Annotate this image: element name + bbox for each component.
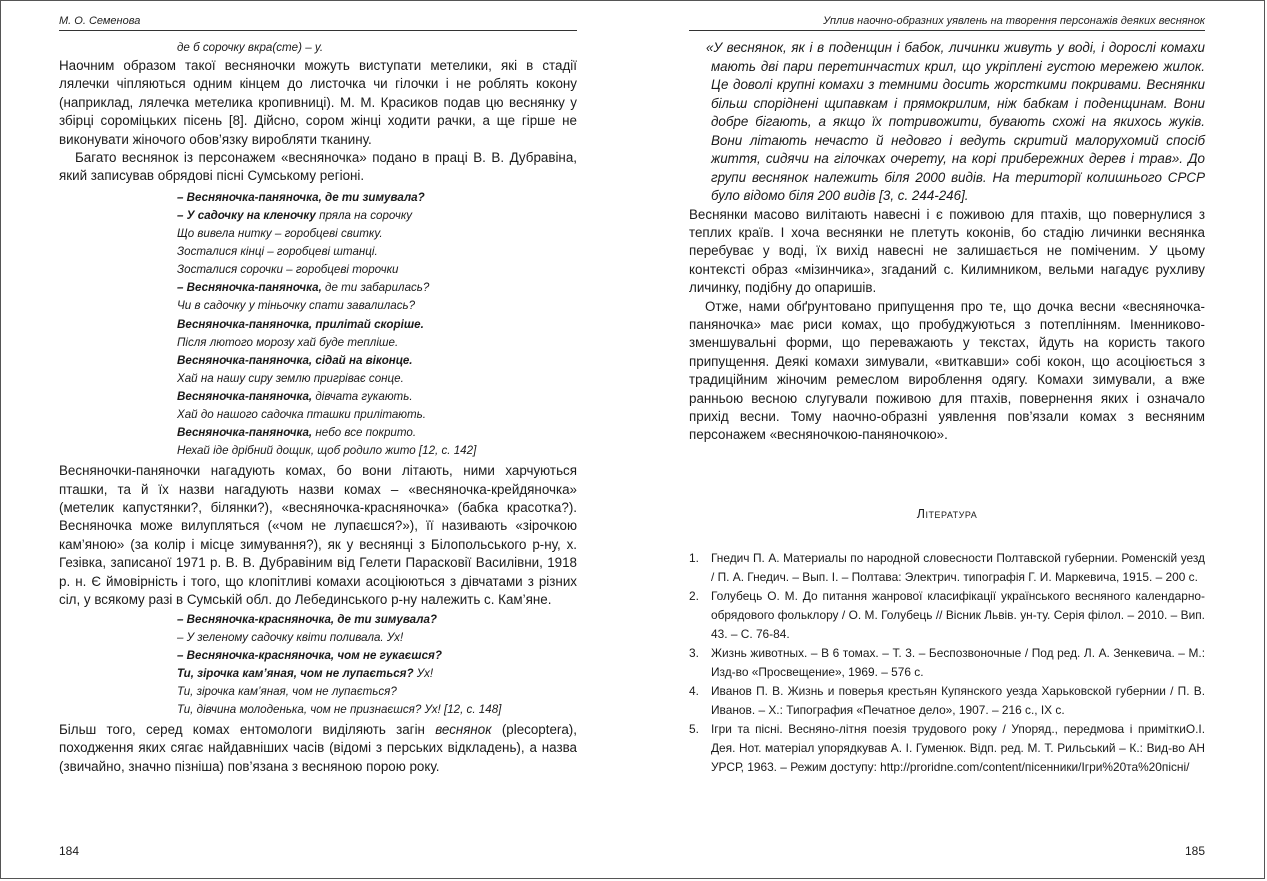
verse-line — [177, 406, 577, 424]
verse-continuation: де б сорочку вкра(сте) – у. — [177, 41, 324, 54]
entry-text: Иванов П. В. Жизнь и поверья крестьян Купянского уезда Харьковской губернии / П. В. Иванов. – Х.: Типография «Печатное дело», 1907. – 216 с., ІХ с. — [711, 683, 1205, 717]
page-number-right: 185 — [1184, 844, 1205, 858]
verse-line — [177, 611, 577, 629]
bibliography-list — [689, 549, 1205, 777]
verse-line-italic: дівчата гукають. — [312, 389, 413, 403]
verse-line — [177, 261, 577, 279]
verse-line-italic: Зосталися сорочки – горобцеві торочки — [177, 263, 399, 277]
verse-line-italic: Що вивела нитку – горобцеві свитку. — [177, 227, 383, 241]
verse-line-bold: – Весняночка-красняночка, чом не гукаєшся? — [177, 648, 442, 662]
verse-line-italic: – У зеленому садочку квіти поливала. Ух! — [177, 630, 404, 644]
verse-line-italic: Хай до нашого садочка пташки прилітають. — [177, 407, 426, 421]
verse-line-bold: Ти, зірочка кам’яная, чом не лупається? — [177, 666, 414, 680]
paragraph: Отже, нами обґрунтовано припущення про те, що дочка весни «весняночка-паняночка» має риси комах, що пробуджуються з потеплінням. Іменниково-зменшувальні форми, що переважають у текстах, йдуть на користь такого припущення. Деякі комахи зимували, «виткавши» собі кокон, що асоціюється з традиційним жіночим ремеслом вироблення одягу. Комахи зимували, а вже ранньою весною слугували поживою для птахів, повернення яких і означало прихід весни. Тому наочно-образні уявлення пов’язали комах з весняним персонажем «весняночкою-паняночкою». — [689, 298, 1205, 443]
bibliography-entry — [689, 549, 1205, 587]
page-number-left: 184 — [59, 844, 80, 858]
verse-line-bold: Весняночка-паняночка, — [177, 426, 313, 440]
verse-line — [177, 442, 577, 460]
verse-line — [177, 297, 577, 315]
bibliography-entry — [689, 587, 1205, 644]
bibliography-entry — [689, 644, 1205, 682]
entry-number: 3. — [689, 645, 699, 660]
paragraph: Весняночки-паняночки нагадують комах, бо вони літають, ними харчуються пташки, та й їх назви нагадують назви комах – «весняночка-крейдяночка» (метелик капустянки?, білянки?), «весняночка-красняночка» (бабка красотка?). Весняночка може вилупляться («чом не лупаєшся?»), її називають «зірочкою кам’яною» (за колір і місце зимування?), як у веснянці з Білопольського р-ну, х. Гезівка, записаної 1971 р. В. В. Дубравіним від Гелети Парасковії Василівни, 1918 р. н. Є ймовірність і того, що клопітливі комахи асоціюються з дівчатами з різних сіл, у всякому разі в Сумській обл. до Лебединського р-ну належить с. Кам’яне. — [59, 463, 577, 608]
entry-number: 5. — [689, 721, 699, 736]
section-heading-literature: Література — [916, 506, 978, 521]
verse-line — [177, 243, 577, 261]
verse-line-italic: де ти забарилась? — [321, 281, 430, 295]
block-quote: «У веснянок, як і в поденщин і бабок, личинки живуть у воді, і дорослі комахи мають дві пари перетинчастих крил, що укріплені густою мережею жилок. Це доволі крупні комахи з темними досить жорсткими покривами. Веснянки більш споріднені щипавкам і прямокрилим, ніж бабкам і поденщинам. Вони добре бігають, а якщо їх потривожити, бувають схожі на якихось жуків. Вони літають нечасто й недовго і ведуть скритий малорухомий спосіб життя, сидячи на гілочках очерету, на корі прибережних дерев і трав». До групи веснянок належить біля 2000 видів. На території колишнього СРСР було відомо біля 200 видів [3, с. 244-246]. — [706, 40, 1205, 203]
paragraph: Наочним образом такої весняночки можуть виступати метелики, які в стадії лялечки чіпляються одним кінцем до листочка чи гілочки і не роблять кокону (наприклад, лялечка метелика кропивниці). М. М. Красиков подав цю веснянку у збірці сороміцьких пісень [8]. Дійсно, сором жінці ходити рачки, а ще гірше не виконувати жіночого обов’язку виробляти тканину. — [59, 58, 577, 147]
verse-line — [177, 701, 577, 719]
left-content — [59, 39, 577, 776]
verse-line — [177, 647, 577, 665]
verse-line — [177, 189, 577, 207]
bibliography-entry — [689, 720, 1205, 777]
verse-line-bold: Весняночка-паняночка, — [177, 389, 313, 403]
entry-text: Гнедич П. А. Материалы по народной словесности Полтавской губернии. Роменскій уезд / П. А. Гнедич. – Вып. І. – Полтава: Электрич. типографія Г. И. Маркевича, 1915. – 200 с. — [711, 550, 1205, 584]
paragraph: Багато веснянок із персонажем «весняночка» подано в праці В. В. Дубравіна, який записував обрядові пісні Сумському регіоні. — [59, 150, 577, 184]
verse-line-bold: Весняночка-паняночка, прилітай скоріше. — [177, 317, 424, 331]
entry-number: 1. — [689, 550, 699, 565]
verse-line-italic: Зосталися кінці – горобцеві штанці. — [177, 245, 378, 259]
entry-number: 4. — [689, 683, 699, 698]
verse-line — [177, 334, 577, 352]
song-verse-2 — [59, 611, 577, 720]
verse-line-bold: Весняночка-паняночка, сідай на віконце. — [177, 353, 413, 367]
running-head-right: Уплив наочно-образних уявлень на творення персонажів деяких веснянок — [689, 15, 1205, 31]
right-content — [689, 39, 1205, 777]
verse-line — [177, 352, 577, 370]
verse-line-italic: Ти, зірочка кам’яная, чом не лупається? — [177, 684, 397, 698]
verse-line-bold: – Весняночка-красняночка, де ти зимувала? — [177, 612, 438, 626]
song-verse-1 — [59, 189, 577, 460]
verse-line-italic: Чи в садочку у тіньочку спати завалилась? — [177, 299, 416, 313]
verse-line-italic: Ти, дівчина молоденька, чом не признаєшся? Ух! [12, с. 148] — [177, 702, 502, 716]
verse-line — [177, 207, 577, 225]
verse-line — [177, 316, 577, 334]
verse-line — [177, 424, 577, 442]
verse-line-bold: – Весняночка-паняночка, де ти зимувала? — [177, 190, 425, 204]
verse-line — [177, 665, 577, 683]
verse-line — [177, 629, 577, 647]
entry-text: Голубець О. М. До питання жанрової класифікації українського весняного календарно-обрядового фольклору / О. М. Голубець // Вісник Львів. ун-ту. Серія філол. – 2010. – Вип. 43. – С. 76-84. — [711, 588, 1205, 641]
verse-line — [177, 683, 577, 701]
bibliography-entry — [689, 682, 1205, 720]
verse-line — [177, 370, 577, 388]
running-head-left: М. О. Семенова — [59, 15, 577, 31]
verse-line-italic: Нехай іде дрібний дощик, щоб родило жито [12, с. 142] — [177, 444, 477, 458]
verse-line-italic: Після лютого морозу хай буде тепліше. — [177, 335, 399, 349]
paragraph: Більш того, серед комах ентомологи виділяють загін веснянок (plecoptera), походження яких сягає найдавніших часів (відомі з перських відкладень), а назва (звичайно, значно пізніша) пов’язана з весняною порою року. — [59, 722, 577, 774]
verse-line-bold: – Весняночка-паняночка, — [177, 281, 322, 295]
verse-line — [177, 225, 577, 243]
verse-line — [177, 388, 577, 406]
verse-line-italic: Ух! — [413, 666, 434, 680]
verse-line-italic: пряла на сорочку — [315, 208, 413, 222]
verse-line — [177, 279, 577, 297]
paragraph: Веснянки масово вилітають навесні і є поживою для птахів, що повернулися з теплих країв. І хоча веснянки не плетуть коконів, бо стадію личинки веснянка перебуває у воді, їх вихід навесні не залишається не поміченим. У цьому контексті образ «мізинчика», згаданий с. Килимником, вельми нагадує рухливу личинку, подібну до опаришів. — [689, 206, 1205, 296]
verse-line-italic: небо все покрито. — [312, 426, 417, 440]
entry-number: 2. — [689, 588, 699, 603]
verse-line-italic: Хай на нашу сиру землю пригріває сонце. — [177, 371, 404, 385]
verse-line-bold: – У садочку на кленочку — [177, 208, 316, 222]
entry-text: Жизнь животных. – В 6 томах. – Т. 3. – Беспозвоночные / Под ред. Л. А. Зенкевича. – М.: Изд-во «Просвещение», 1969. – 576 с. — [711, 645, 1205, 679]
entry-text: Ігри та пісні. Весняно-літня поезія трудового року / Упоряд., передмова і приміткиО.І. Дея. Нот. матеріал упорядкував А. І. Гуменюк. Відп. ред. М. Т. Рильський – К.: Вид-во АН УРСР, 1963. – Режим доступу: http://proridne.com/content/пісенники/Ігри%20та%20пісні/ — [711, 721, 1205, 774]
